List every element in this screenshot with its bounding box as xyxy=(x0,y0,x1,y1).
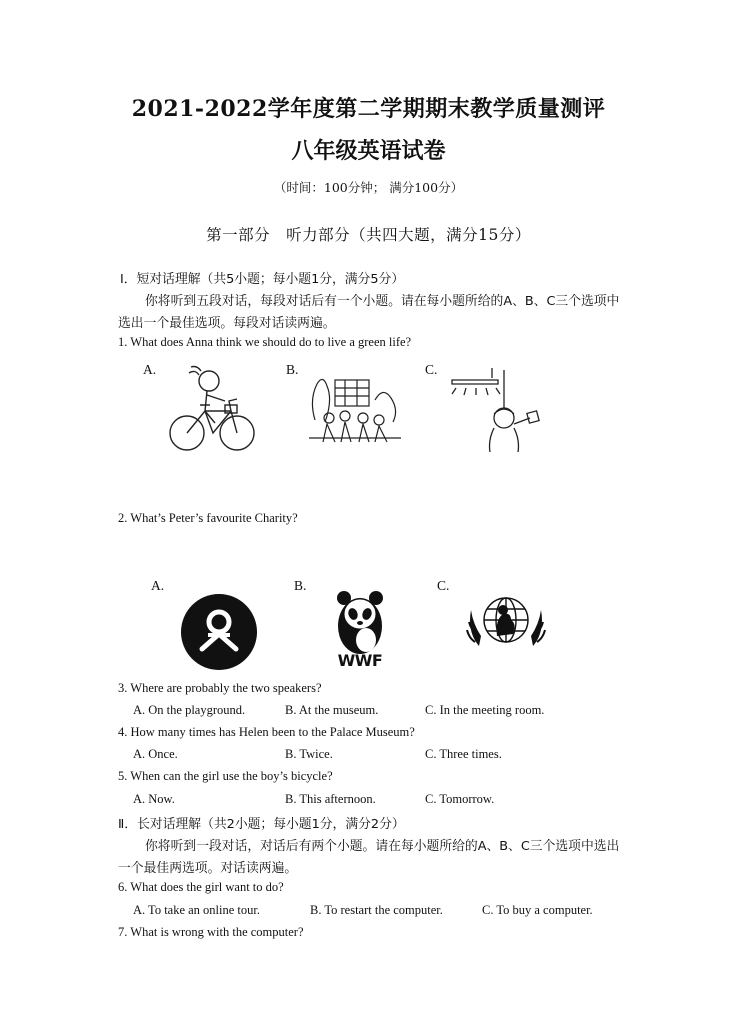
q5-option-a: A. Now. xyxy=(133,792,175,806)
girl-cycling-illustration xyxy=(165,365,260,455)
wwf-wordmark: WWF xyxy=(337,651,383,670)
section2-instruction-2: 一个最佳两选项。对话读两遍。 xyxy=(118,861,298,876)
question-3: 3. Where are probably the two speakers? xyxy=(118,681,322,695)
section1-instruction-2: 选出一个最佳选项。每段对话读两遍。 xyxy=(118,316,336,331)
question-2: 2. What’s Peter’s favourite Charity? xyxy=(118,511,298,525)
part-title: 第一部分 听力部分（共四大题，满分15分） xyxy=(206,226,531,244)
q5-option-b: B. This afternoon. xyxy=(285,792,376,806)
question-4: 4. How many times has Helen been to the Palace Museum? xyxy=(118,725,415,739)
question-5: 5. When can the girl use the boy’s bicycle? xyxy=(118,769,333,783)
question-7: 7. What is wrong with the computer? xyxy=(118,925,304,939)
q2-option-c-label: C. xyxy=(437,578,450,593)
section1-heading: Ⅰ．短对话理解（共5小题；每小题1分，满分5分） xyxy=(120,272,405,287)
q3-option-c: C. In the meeting room. xyxy=(425,703,545,717)
unicef-logo-icon xyxy=(461,590,551,660)
q6-option-b: B. To restart the computer. xyxy=(310,903,443,917)
q2-option-a-label: A. xyxy=(151,578,165,593)
exam-title: 2021-2022学年度第二学期期末教学质量测评 xyxy=(131,96,606,122)
time-info: （时间：100分钟； 满分100分） xyxy=(273,180,464,195)
section1-instruction-1: 你将听到五段对话，每段对话后有一个小题。请在每小题所给的A、B、C三个选项中 xyxy=(145,294,620,309)
light-switch-illustration xyxy=(448,368,548,453)
q1-option-a-label: A. xyxy=(143,362,157,377)
section2-instruction-1: 你将听到一段对话，对话后有两个小题。请在每小题所给的A、B、C三个选项中选出 xyxy=(145,839,620,854)
q4-option-a: A. Once. xyxy=(133,747,178,761)
q2-option-b-label: B. xyxy=(294,578,307,593)
section2-heading: Ⅱ．长对话理解（共2小题；每小题1分，满分2分） xyxy=(118,817,405,832)
q6-option-a: A. To take an online tour. xyxy=(133,903,260,917)
question-1: 1. What does Anna think we should do to live a green life? xyxy=(118,335,412,349)
q1-option-b-label: B. xyxy=(286,362,299,377)
q6-option-c: C. To buy a computer. xyxy=(482,903,593,917)
q3-option-b: B. At the museum. xyxy=(285,703,379,717)
exam-subtitle: 八年级英语试卷 xyxy=(291,138,446,164)
wwf-panda-logo-icon xyxy=(326,586,394,656)
crowd-illustration xyxy=(305,370,405,445)
question-6: 6. What does the girl want to do? xyxy=(118,880,284,894)
q3-option-a: A. On the playground. xyxy=(133,703,246,717)
oxfam-logo-icon xyxy=(180,593,258,671)
q4-option-b: B. Twice. xyxy=(285,747,333,761)
q4-option-c: C. Three times. xyxy=(425,747,502,761)
q5-option-c: C. Tomorrow. xyxy=(425,792,495,806)
q1-option-c-label: C. xyxy=(425,362,438,377)
